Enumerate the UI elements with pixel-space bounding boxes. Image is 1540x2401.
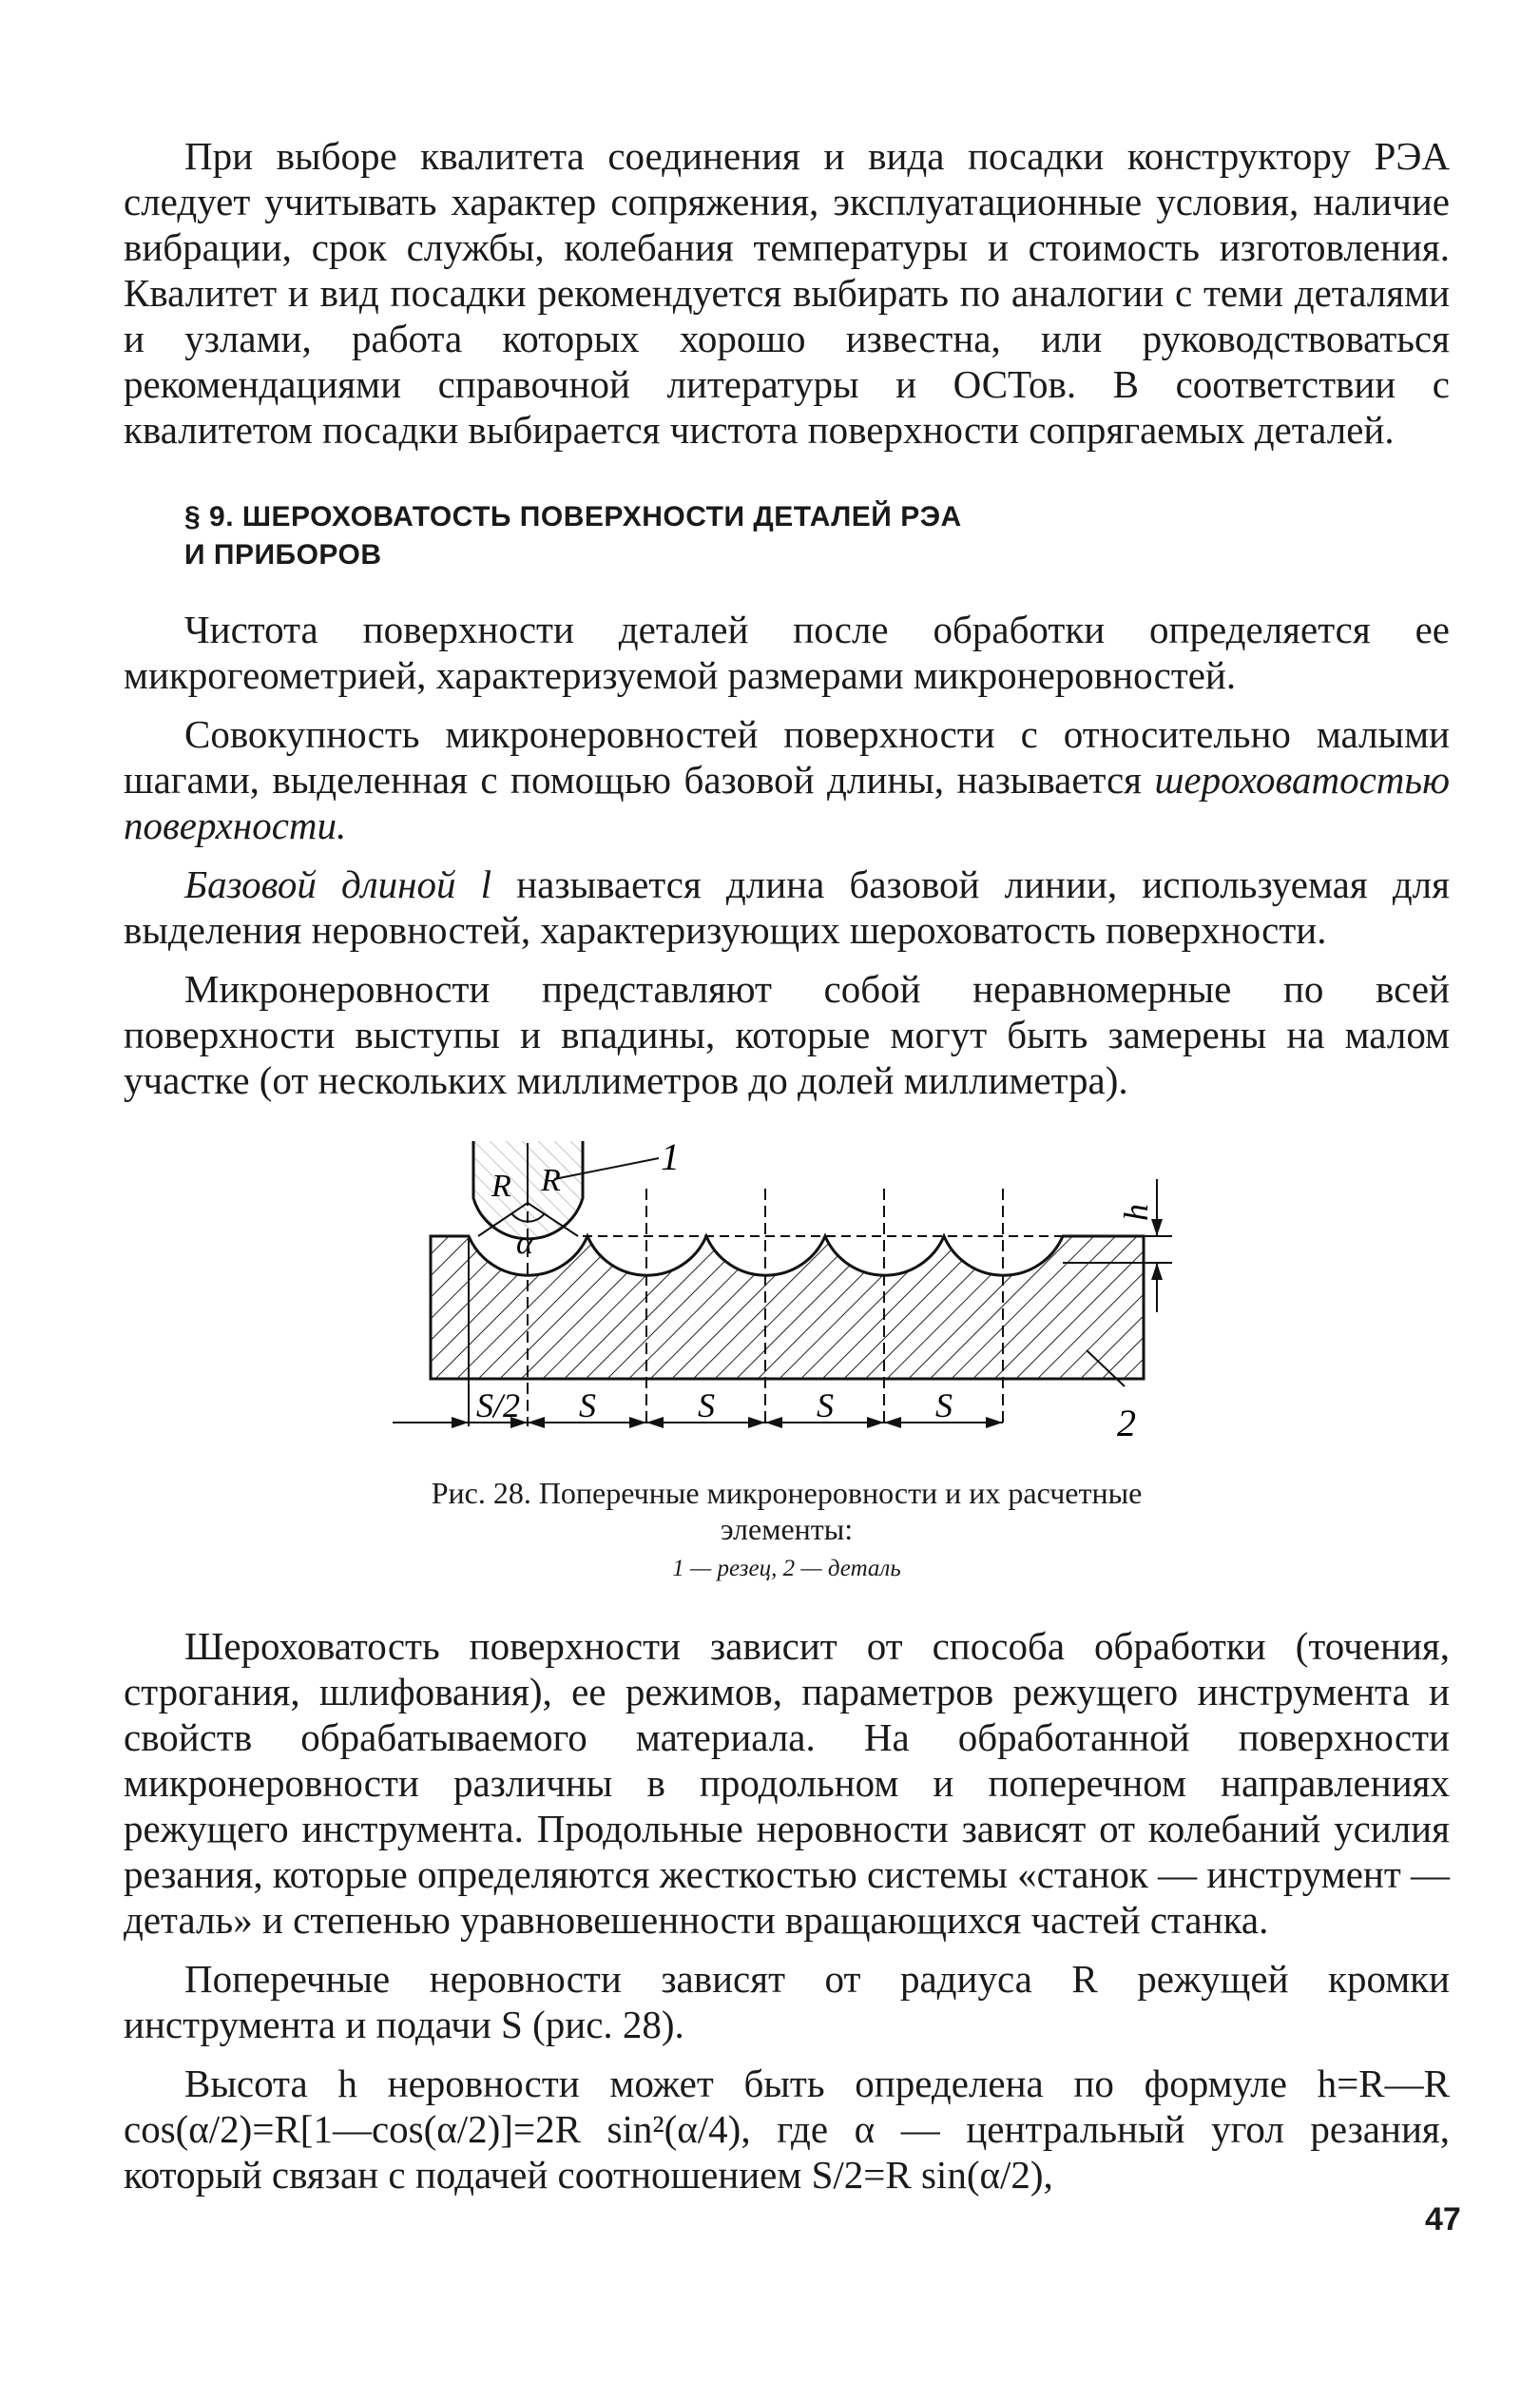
- section-heading: [124, 498, 1450, 574]
- section-heading-line2: И ПРИБОРОВ: [184, 539, 382, 571]
- paragraph-intro: При выборе квалитета соединения и вида посадки конструктору РЭА следует учитывать характер сопряжения, эксплуатационные условия, наличие вибрации, срок службы, колебания температуры и стоимость изготовления. Квалитет и вид посадки рекомендуется выбирать по аналогии с теми деталями и узлами, работа которых хорошо известна, или руководствоваться рекомендациями справочной литературы и ОСТов. В соответствии с квалитетом посадки выбирается чистота поверхности сопрягаемых деталей.: [124, 134, 1450, 452]
- label-h: h: [1116, 1204, 1155, 1221]
- roughness-text: Совокупность микронеровностей поверхности с относительно малыми шагами, выделенная с помощью базовой длины, называется: [124, 712, 1450, 802]
- label-s-4: S: [934, 1386, 953, 1424]
- paragraph-base-length: [124, 862, 1450, 953]
- figure-caption: Рис. 28. Поперечные микронеровности и их расчетные элементы:: [431, 1476, 1143, 1546]
- page-body: [124, 133, 1450, 2198]
- page-number: 47: [1425, 2201, 1461, 2237]
- workpiece-part: [431, 1236, 1144, 1379]
- roughness-term: шероховатостью поверхности.: [124, 758, 1450, 847]
- label-s-half: S/2: [475, 1386, 520, 1424]
- section-heading-line1: § 9. ШЕРОХОВАТОСТЬ ПОВЕРХНОСТИ ДЕТАЛЕЙ РЭА: [184, 501, 962, 532]
- label-alpha: α: [515, 1226, 533, 1261]
- figure-28: [393, 1141, 1182, 1585]
- paragraph-definition-roughness: [124, 711, 1450, 848]
- base-length-text: называется длина базовой линии, используемая для выделения неровностей, характеризующих шероховатость поверхности.: [124, 862, 1450, 952]
- label-s-2: S: [697, 1386, 715, 1424]
- label-2: 2: [1116, 1402, 1136, 1444]
- paragraph-height-formula: Высота h неровности может быть определена по формуле h=R—R cos(α/2)=R[1—cos(α/2)]=2R sin²(α/4), где α — центральный угол резания, который связан с подачей соотношением S/2=R sin(α/2),: [124, 2062, 1450, 2197]
- figure-legend: 1 — резец, 2 — деталь: [672, 1556, 901, 1581]
- label-1: 1: [660, 1141, 680, 1178]
- label-s-1: S: [578, 1386, 596, 1424]
- label-r-left: R: [491, 1169, 511, 1204]
- paragraph-roughness-factors: Шероховатость поверхности зависит от способа обработки (точения, строгания, шлифования), ее режимов, параметров режущего инструмента и свойств обрабатываемого материала. На обработанной поверхности микронеровности различны в продольном и поперечном направлениях режущего инструмента. Продольные неровности зависят от колебаний усилия резания, которые определяются жесткостью системы «станок — инструмент — деталь» и степенью уравновешенности вращающихся частей станка.: [124, 1624, 1451, 1942]
- paragraph-transverse: Поперечные неровности зависят от радиуса R режущей кромки инструмента и подачи S (рис. 28).: [124, 1957, 1450, 2046]
- paragraph-definition-cleanliness: Чистота поверхности деталей после обработки определяется ее микрогеометрией, характеризуемой размерами микронеровностей.: [124, 608, 1450, 697]
- label-s-3: S: [816, 1386, 834, 1424]
- paragraph-microirregularities: Микронеровности представляют собой неравномерные по всей поверхности выступы и впадины, которые могут быть замерены на малом участке (от нескольких миллиметров до долей миллиметра).: [124, 967, 1450, 1102]
- label-r-right: R: [540, 1163, 561, 1198]
- base-length-term: Базовой длиной l: [184, 862, 492, 906]
- roughness-diagram: [393, 1141, 1182, 1460]
